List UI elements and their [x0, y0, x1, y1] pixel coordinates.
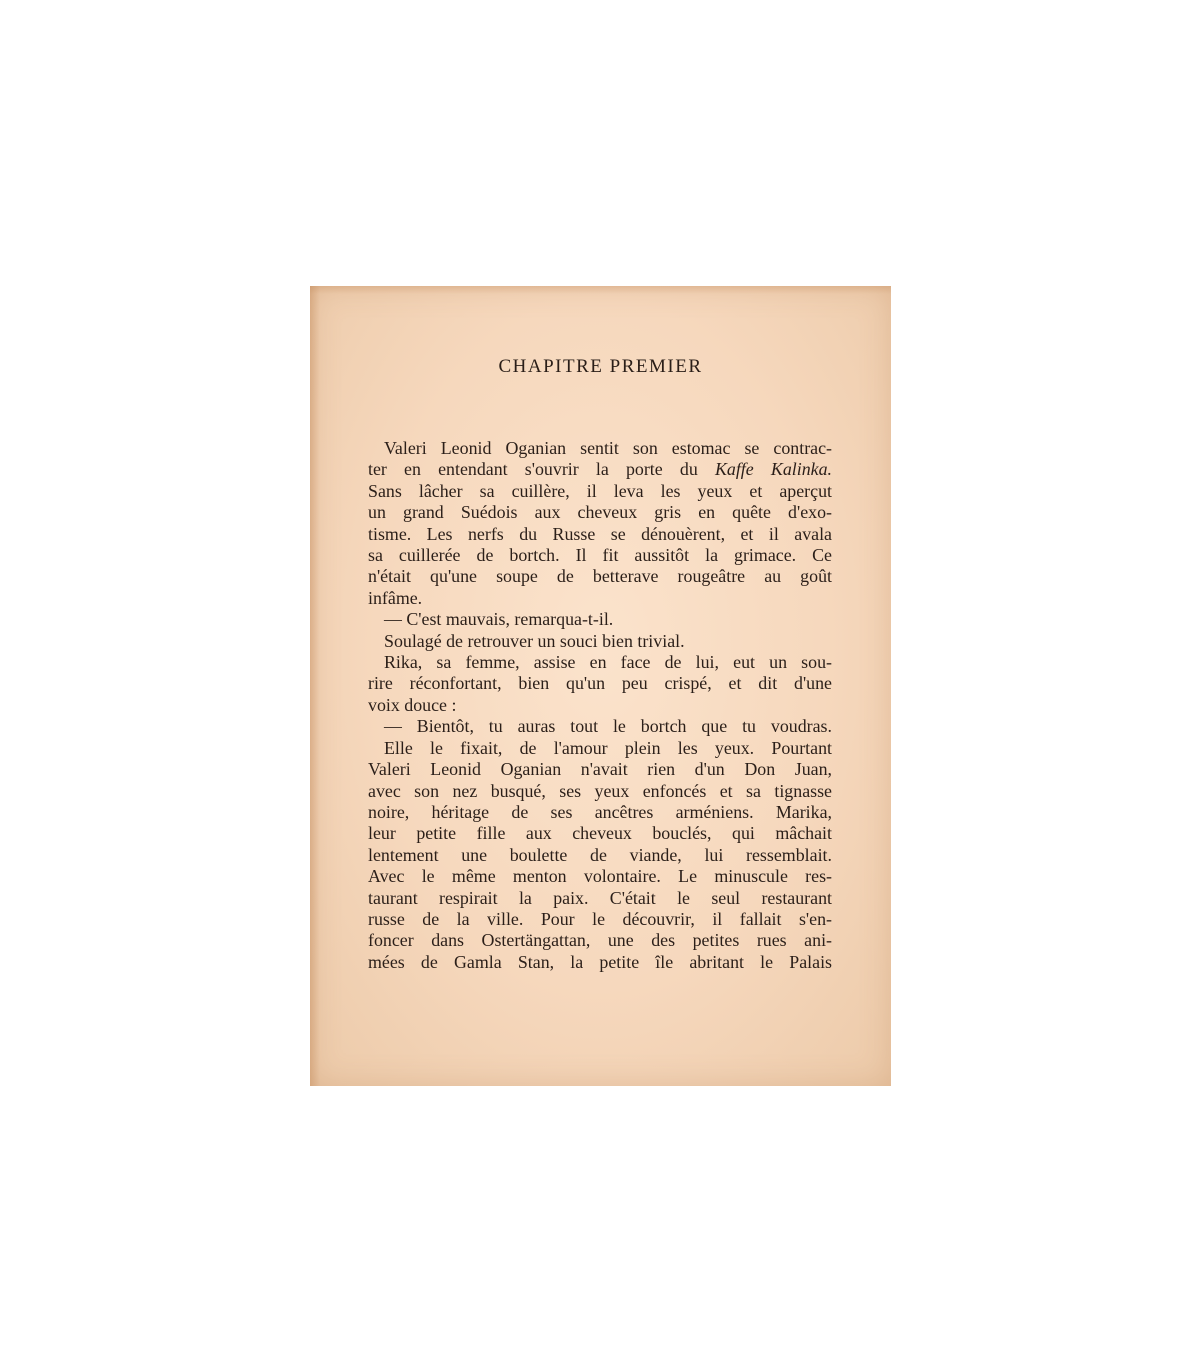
- text-line-with-title: [368, 459, 832, 480]
- cafe-name: Kaffe Kalinka.: [714, 459, 833, 480]
- text-line: n'était qu'une soupe de betterave rougeâtre au goût: [368, 566, 832, 587]
- text-line: foncer dans Ostertängattan, une des petites rues ani-: [368, 930, 832, 951]
- text-line: Soulagé de retrouver un souci bien trivial.: [384, 630, 685, 651]
- text-line: Rika, sa femme, assise en face de lui, eut un sou-: [384, 652, 832, 673]
- text-line: noire, héritage de ses ancêtres arméniens. Marika,: [368, 801, 832, 822]
- text-line: lentement une boulette de viande, lui ressemblait.: [368, 844, 832, 865]
- text-line: mées de Gamla Stan, la petite île abritant le Palais: [368, 951, 832, 972]
- dialogue-line: — C'est mauvais, remarqua-t-il.: [384, 609, 614, 630]
- chapter-title: CHAPITRE PREMIER: [498, 356, 703, 377]
- text-line: tisme. Les nerfs du Russe se dénouèrent, et il avala: [368, 523, 832, 544]
- text-line: Valeri Leonid Oganian n'avait rien d'un Don Juan,: [368, 759, 832, 780]
- text-line: avec son nez busqué, ses yeux enfoncés et sa tignasse: [368, 780, 832, 801]
- text-line: Avec le même menton volontaire. Le minuscule res-: [368, 866, 832, 887]
- text-line: un grand Suédois aux cheveux gris en quête d'exo-: [368, 502, 832, 523]
- text-line: Valeri Leonid Oganian sentit son estomac se contrac-: [384, 438, 832, 458]
- text-fragment: ter en entendant s'ouvrir la porte du: [368, 459, 715, 480]
- page-edge-shadow: [310, 286, 320, 1086]
- text-line: sa cuillerée de bortch. Il fit aussitôt la grimace. Ce: [368, 545, 832, 566]
- text-line: rire réconfortant, bien qu'un peu crispé, et dit d'une: [368, 673, 832, 694]
- text-line: infâme.: [368, 587, 423, 608]
- text-line: leur petite fille aux cheveux bouclés, qui mâchait: [368, 823, 832, 844]
- chapter-body: [368, 438, 832, 973]
- text-line: voix douce :: [368, 694, 457, 715]
- text-line: Sans lâcher sa cuillère, il leva les yeux et aperçut: [368, 480, 832, 501]
- text-line: Elle le fixait, de l'amour plein les yeux. Pourtant: [384, 737, 832, 758]
- page-top-shadow: [310, 286, 891, 294]
- text-line: taurant respirait la paix. C'était le seul restaurant: [368, 887, 832, 908]
- dialogue-line: — Bientôt, tu auras tout le bortch que tu voudras.: [384, 716, 832, 737]
- book-page: [310, 286, 891, 1086]
- text-line: russe de la ville. Pour le découvrir, il fallait s'en-: [368, 908, 832, 929]
